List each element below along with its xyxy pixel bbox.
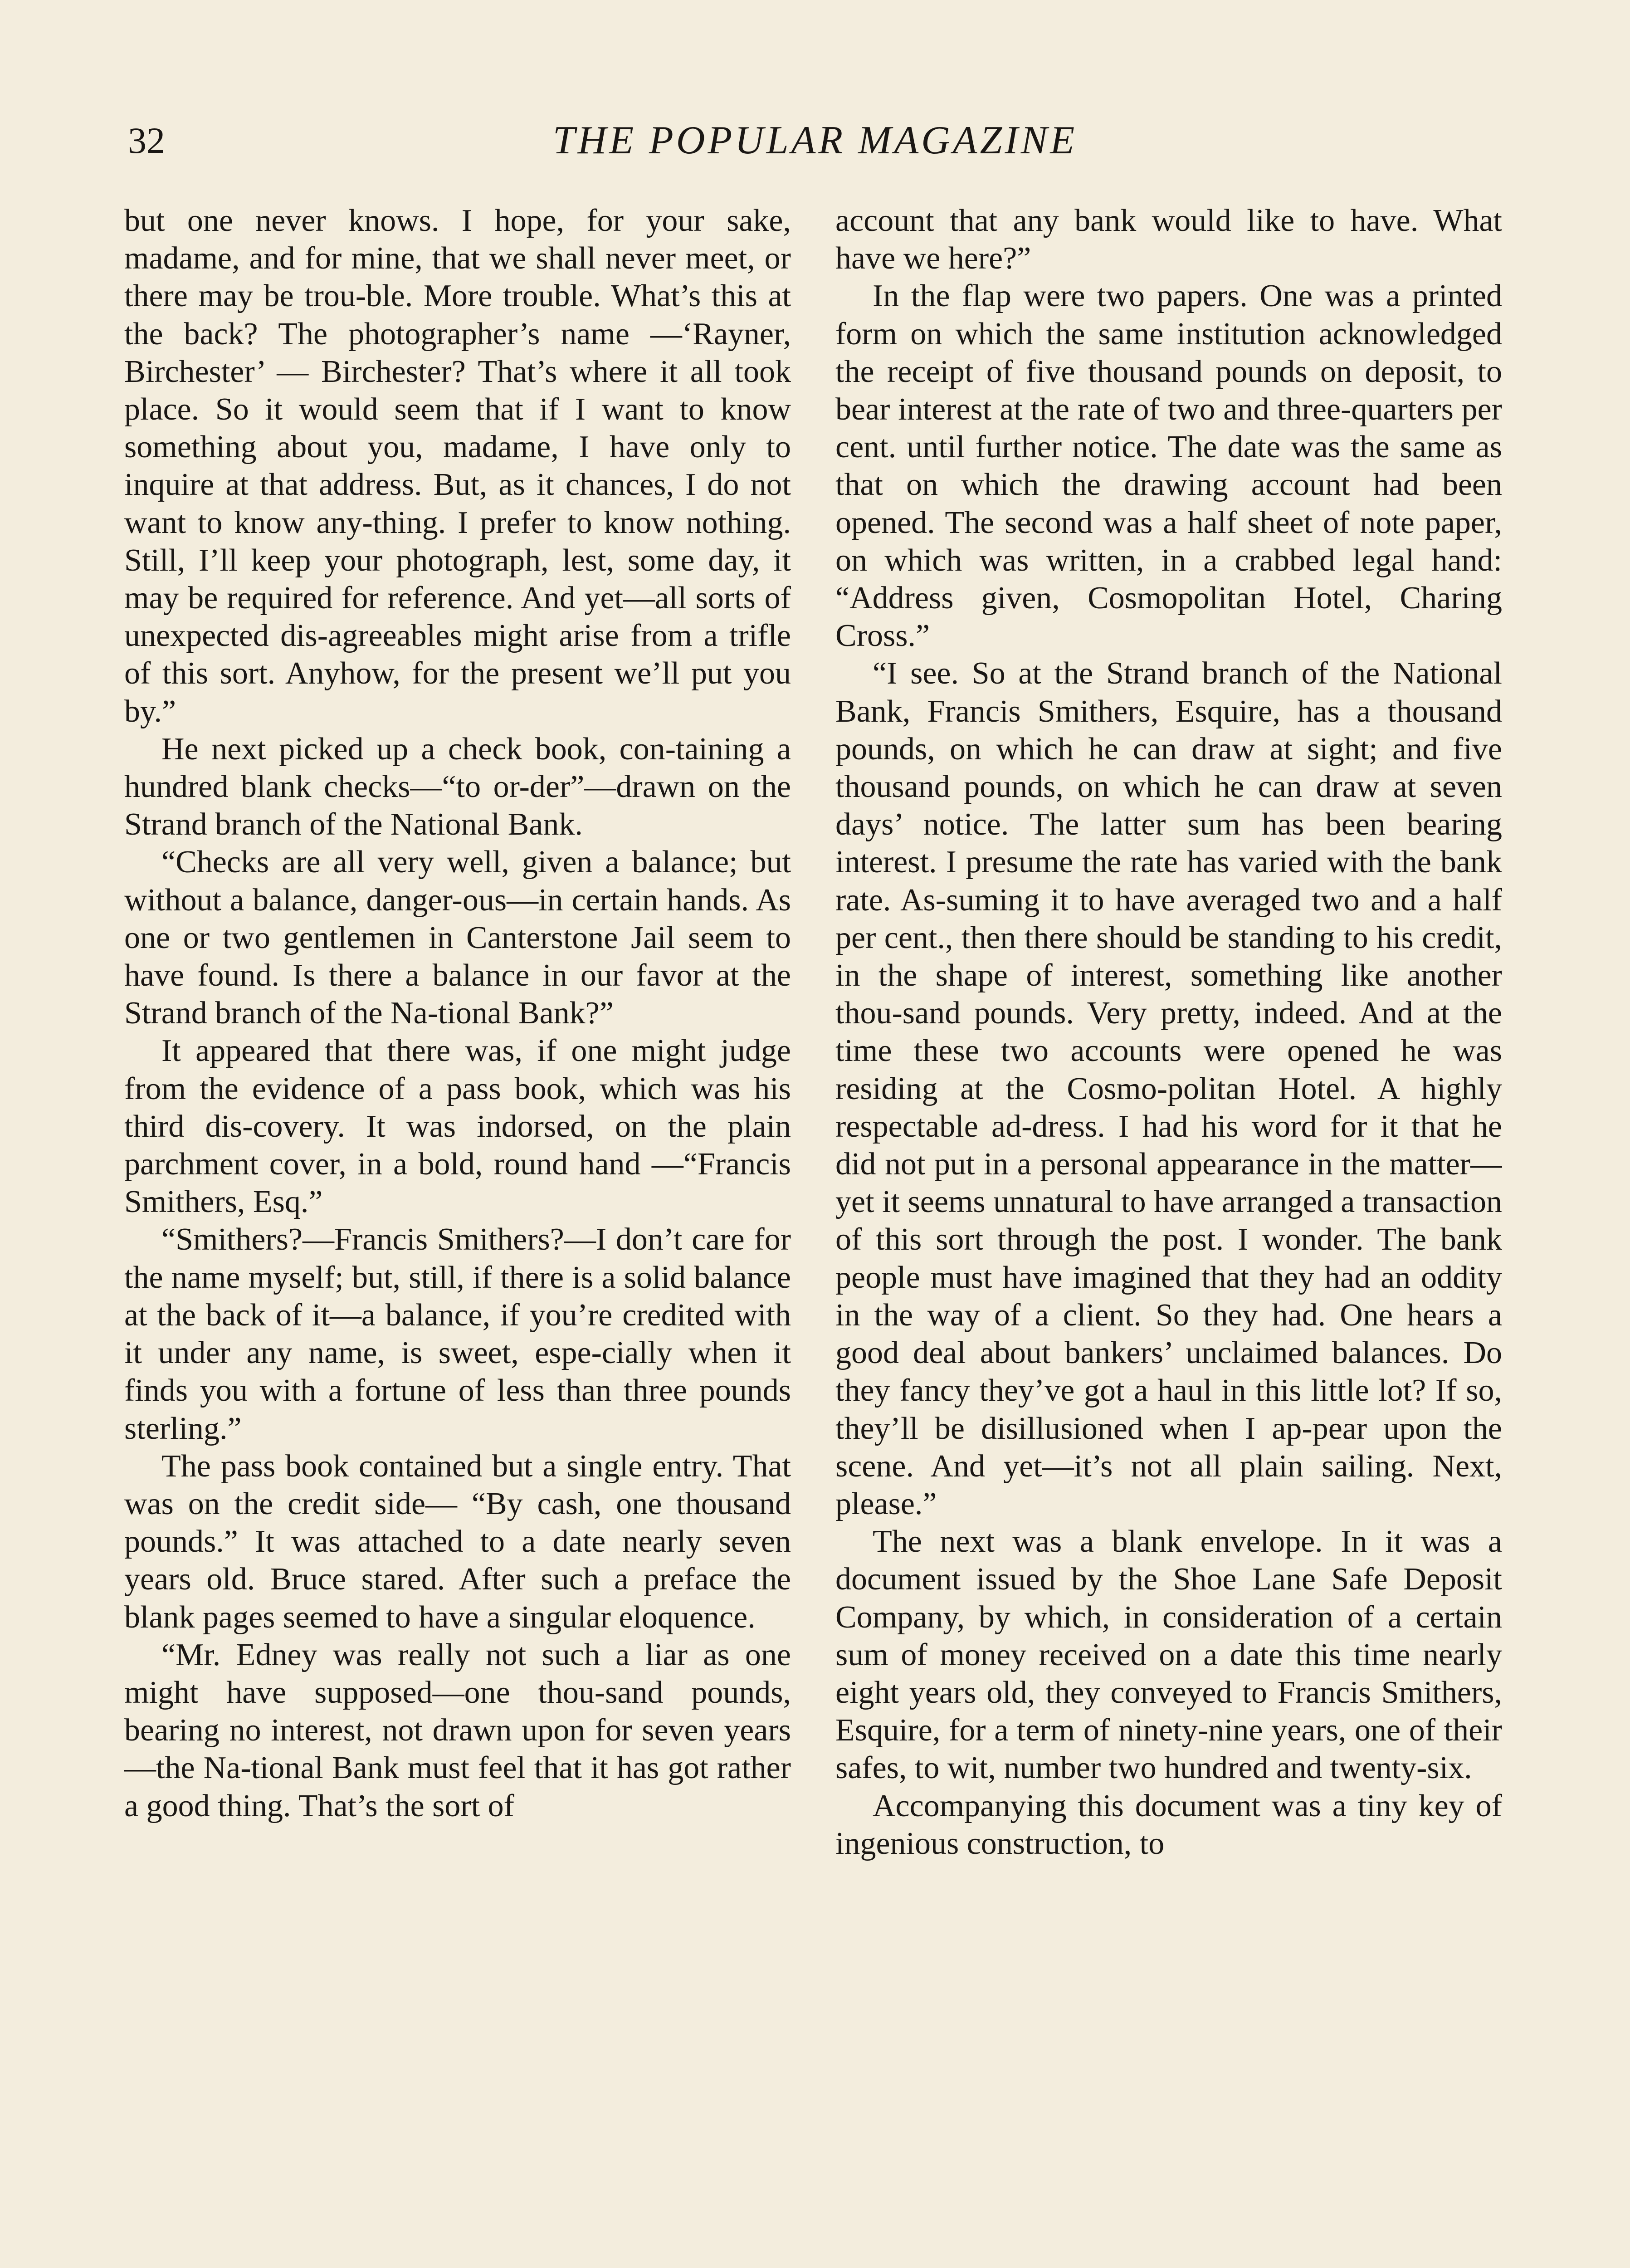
paragraph: “Checks are all very well, given a balance; but without a balance, danger-ous—in certain hands. As one or two gentlemen in Canterstone Jail seem to have found. Is there a balance in our favor at the Strand branch of the Na-tional Bank?” [124,845,791,1031]
paragraph: but one never knows. I hope, for your sake, madame, and for mine, that we shall never meet, or there may be trou-ble. More trouble. What’s this at the back? The photographer’s name —‘Rayner, Birchester’ — Birchester? That’s where it all took place. So it would seem that if I want to know something about you, madame, I have only to inquire at that address. But, as it chances, I do not want to know any-thing. I prefer to know nothing. Still, I’ll keep your photograph, lest, some day, it may be required for reference. And yet—all sorts of unexpected dis-agreeables might arise from a trifle of this sort. Anyhow, for the present we’ll put you by.” [124,203,791,729]
page-header [128,116,1502,166]
left-column [124,202,791,2268]
paragraph: He next picked up a check book, con-taining a hundred blank checks—“to or-der”—drawn on the Strand branch of the National Bank. [124,731,791,842]
page-number: 32 [128,120,165,161]
paragraph: “I see. So at the Strand branch of the National Bank, Francis Smithers, Esquire, has a thousand pounds, on which he can draw at sight; and five thousand pounds, on which he can draw at seven days’ notice. The latter sum has been bearing interest. I presume the rate has varied with the bank rate. As-suming it to have averaged two and a half per cent., then there should be standing to his credit, in the shape of interest, something like another thou-sand pounds. Very pretty, indeed. And at the time these two accounts were opened he was residing at the Cosmo-politan Hotel. A highly respectable ad-dress. I had his word for it that he did not put in a personal appearance in the matter—yet it seems unnatural to have arranged a transaction of this sort through the post. I wonder. The bank people must have imagined that they had an oddity in the way of a client. So they had. One hears a good deal about bankers’ unclaimed balances. Do they fancy they’ve got a haul in this little lot? If so, they’ll be disillusioned when I ap-pear upon the scene. And yet—it’s not all plain sailing. Next, please.” [835,656,1502,1521]
running-title: THE POPULAR MAGAZINE [552,118,1078,162]
right-column [835,202,1502,2268]
paragraph: In the flap were two papers. One was a printed form on which the same institution acknowledged the receipt of five thousand pounds on deposit, to bear interest at the rate of two and three-quarters per cent. until further notice. The date was the same as that on which the drawing account had been opened. The second was a half sheet of note paper, on which was written, in a crabbed legal hand: “Address given, Cosmopolitan Hotel, Charing Cross.” [835,279,1502,654]
paragraph: account that any bank would like to have. What have we here?” [835,203,1502,276]
paragraph: The pass book contained but a single entry. That was on the credit side— “By cash, one thousand pounds.” It was attached to a date nearly seven years old. Bruce stared. After such a preface the blank pages seemed to have a singular eloquence. [124,1448,791,1635]
paragraph: “Smithers?—Francis Smithers?—I don’t care for the name myself; but, still, if there is a solid balance at the back of it—a balance, if you’re credited with it under any name, is sweet, espe-cially when it finds you with a fortune of less than three pounds sterling.” [124,1222,791,1446]
paragraph: The next was a blank envelope. In it was a document issued by the Shoe Lane Safe Deposit Company, by which, in consideration of a certain sum of money received on a date this time nearly eight years old, they conveyed to Francis Smithers, Esquire, for a term of ninety-nine years, one of their safes, to wit, number two hundred and twenty-six. [835,1524,1502,1786]
paragraph: “Mr. Edney was really not such a liar as one might have supposed—one thou-sand pounds, bearing no interest, not drawn upon for seven years—the Na-tional Bank must feel that it has got rather a good thing. That’s the sort of [124,1637,791,1823]
paragraph: Accompanying this document was a tiny key of ingenious construction, to [835,1788,1502,1861]
paragraph: It appeared that there was, if one might judge from the evidence of a pass book, which was his third dis-covery. It was indorsed, on the plain parchment cover, in a bold, round hand —“Francis Smithers, Esq.” [124,1033,791,1220]
